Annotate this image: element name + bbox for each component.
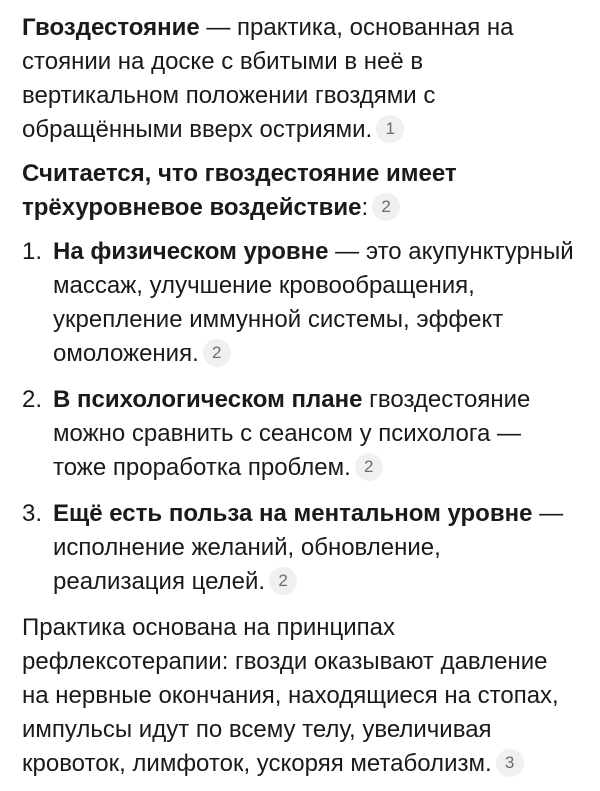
list-item-text: — это акупунктурный массаж, улучшение кровообращения, укрепление иммунной системы, эффект омоложения. [53, 238, 574, 367]
list-item-text: гвоздестояние можно сравнить с сеансом у психолога — тоже проработка проблем. [53, 386, 531, 481]
citation-badge[interactable]: 2 [269, 567, 297, 595]
practice-paragraph [22, 611, 578, 781]
list-number: 2. [22, 386, 43, 413]
intro-text: — практика, основанная на стоянии на доске с вбитыми в неё в вертикальном положении гвоздями с обращёнными вверх остриями. [22, 14, 514, 143]
list-item [22, 383, 578, 485]
list-item [22, 497, 578, 599]
citation-badge[interactable]: 3 [496, 749, 524, 777]
citation-badge[interactable]: 2 [203, 339, 231, 367]
intro-paragraph [22, 11, 578, 147]
practice-text: Практика основана на принципах рефлексотерапии: гвозди оказывают давление на нервные окончания, находящиеся на стопах, импульсы идут по всему телу, увеличивая кровоток, лимфоток, ускоряя метаболизм. [22, 614, 559, 777]
citation-badge[interactable]: 1 [376, 115, 404, 143]
effects-list [22, 235, 578, 599]
list-item-text: — исполнение желаний, обновление, реализация целей. [53, 500, 564, 595]
citation-badge[interactable]: 2 [372, 193, 400, 221]
list-item [22, 235, 578, 371]
effects-heading-colon: : [361, 194, 369, 221]
list-number: 1. [22, 238, 43, 265]
list-number: 3. [22, 500, 43, 527]
list-item-bold: В психологическом плане [53, 386, 363, 413]
effects-heading-bold: Считается, что гвоздестояние имеет трёхуровневое воздействие [22, 160, 457, 221]
list-item-bold: На физическом уровне [53, 238, 329, 265]
term-bold: Гвоздестояние [22, 14, 200, 41]
effects-heading-paragraph [22, 157, 578, 225]
list-item-bold: Ещё есть польза на ментальном уровне [53, 500, 533, 527]
citation-badge[interactable]: 2 [355, 453, 383, 481]
